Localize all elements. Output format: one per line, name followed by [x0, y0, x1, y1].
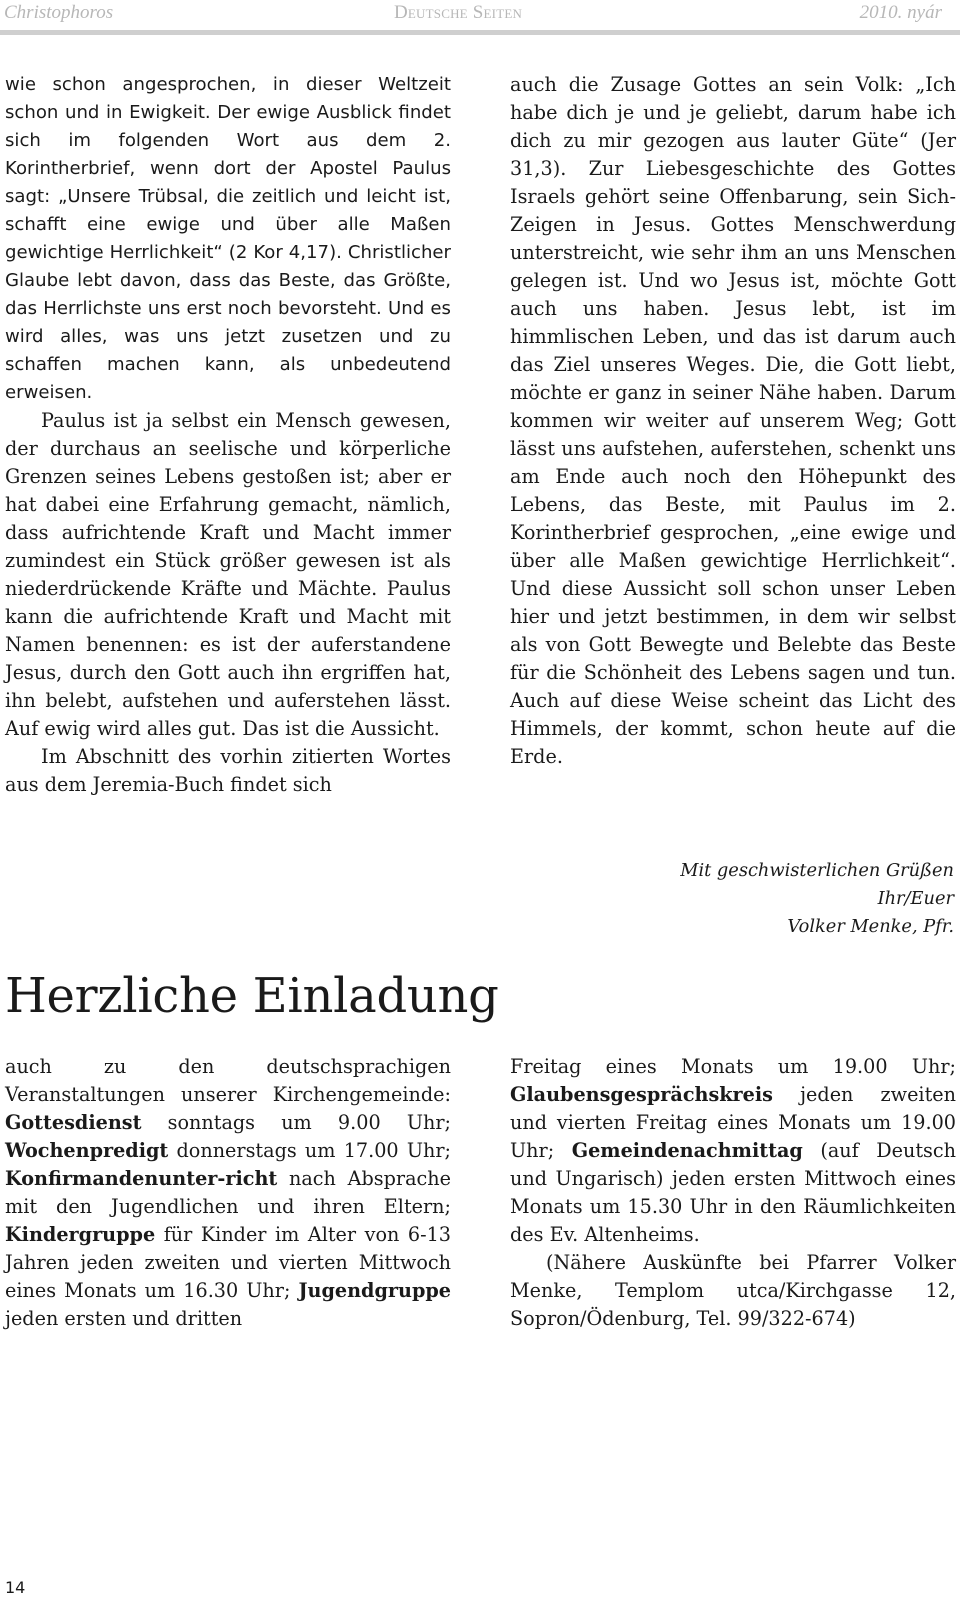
invitation-column-left: [5, 1053, 451, 1333]
event-name: Gottesdienst: [5, 1111, 142, 1134]
author-name: Volker Menke, Pfr.: [787, 916, 954, 937]
contact-paragraph: (Nähere Auskünfte bei Pfarrer Volker Menke, Templom utca/Kirchgasse 12, Sopron/Ödenburg, Tel. 99/322-674): [510, 1251, 956, 1330]
text: (auf Deutsch und Ungarisch) jeden ersten Mittwoch eines Monats um 15.30 Uhr in den Räumlichkeiten des Ev. Altenheims.: [510, 1139, 957, 1246]
text: jeden ersten und dritten: [5, 1307, 243, 1330]
publication-name: Christophoros: [4, 2, 114, 23]
article-column-right: [510, 71, 956, 771]
event-name: Kindergruppe: [5, 1223, 156, 1246]
page-number: 14: [5, 1578, 26, 1597]
event-name: Jugendgruppe: [298, 1279, 451, 1302]
paragraph: Paulus ist ja selbst ein Mensch gewesen, der durchaus an seelische und körperliche Grenzen seines Lebens gestoßen ist; aber er hat dabei eine Erfahrung gemacht, nämlich, dass aufrichtende Kraft und Macht immer zumindest ein Stück größer gewesen ist als niederdrückende Kräfte und Mächte. Paulus kann die aufrichtende Kraft und Macht mit Namen benennen: es ist der auferstandene Jesus, durch den Gott auch ihn ergriffen hat, ihn belebt, aufstehen und auferstehen lässt. Auf ewig wird alles gut. Das ist die Aussicht.: [5, 409, 451, 740]
text: für Kinder im Alter von 6-13 Jahren jeden zweiten und vierten Mittwoch eines Monats um 16.30 Uhr;: [5, 1223, 451, 1302]
paragraph: [5, 1053, 451, 1333]
header-rule: [0, 30, 960, 35]
paragraph: wie schon angesprochen, in dieser Weltzeit schon und in Ewigkeit. Der ewige Ausblick findet sich im folgenden Wort aus dem 2. Korintherbrief, wenn dort der Apostel Paulus sagt: „Unsere Trübsal, die zeitlich und leicht ist, schafft eine ewige und über alle Maßen gewichtige Herrlichkeit“ (2 Kor 4,17). Christlicher Glaube lebt davon, dass das Beste, das Größte, das Herrlichste uns erst noch bevorsteht. Und es wird alles, was uns jetzt zusetzen und zu schaffen machen kann, als unbedeutend erweisen.: [5, 74, 451, 403]
greeting: Mit geschwisterlichen Grüßen: [680, 860, 954, 881]
text: Freitag eines Monats um 19.00 Uhr;: [510, 1055, 956, 1078]
issue-label: 2010. nyár: [859, 2, 942, 23]
paragraph: auch die Zusage Gottes an sein Volk: „Ich habe dich je und je geliebt, darum habe ich dich zu mir gezogen aus lauter Güte“ (Jer 31,3). Zur Liebesgeschichte des Gottes Israels gehört seine Offenbarung, sein Sich-Zeigen in Jesus. Gottes Menschwerdung unterstreicht, wie sehr ihm an uns Menschen gelegen ist. Und wo Jesus ist, möchte Gott auch uns haben. Jesus lebt, ist im himmlischen Leben, und das ist darum auch das Ziel unseres Weges. Die, die Gott liebt, möchte er ganz in seiner Nähe haben. Darum kommen wir weiter auf unserem Weg; Gott lässt uns aufstehen, auferstehen, schenkt uns am Ende auch noch den Höhepunkt des Lebens, das Beste, mit Paulus im 2. Korintherbrief gesprochen, „eine ewige und über alle Maßen gewichtige Herrlichkeit“. Und diese Aussicht soll schon unser Leben hier und jetzt bestimmen, in dem wir selbst als von Gott Bewegte und Belebte das Beste für die Schönheit des Lebens sagen und tun. Auch auf diese Weise scheint das Licht des Himmels, der kommt, schon heute auf die Erde.: [510, 73, 956, 768]
event-name: Wochenpredigt: [5, 1139, 169, 1162]
text: jeden zweiten und vierten Freitag eines Monats um 19.00 Uhr;: [510, 1083, 956, 1162]
paragraph: [510, 1053, 956, 1249]
article-column-left: [5, 71, 451, 799]
event-name: Gemeindenachmittag: [571, 1139, 803, 1162]
text: auch zu den deutschsprachigen Veranstaltungen unserer Kirchengemeinde:: [5, 1055, 451, 1106]
event-name: Glaubensgesprächskreis: [510, 1083, 773, 1106]
paragraph: Im Abschnitt des vorhin zitierten Wortes aus dem Jeremia-Buch findet sich: [5, 745, 451, 796]
section-name: Deutsche Seiten: [394, 2, 523, 23]
text: nach Absprache mit den Jugendlichen und ihren Eltern;: [5, 1167, 451, 1218]
signature-block: [680, 857, 954, 941]
event-name: Konfirmandenunter-richt: [5, 1167, 278, 1190]
page-header: [0, 0, 960, 30]
text: donnerstags um 17.00 Uhr;: [168, 1139, 451, 1162]
section-title: Herzliche Einladung: [5, 968, 499, 1024]
text: sonntags um 9.00 Uhr;: [141, 1111, 451, 1134]
invitation-column-right: [510, 1053, 956, 1333]
greeting-addressee: Ihr/Euer: [877, 888, 954, 909]
